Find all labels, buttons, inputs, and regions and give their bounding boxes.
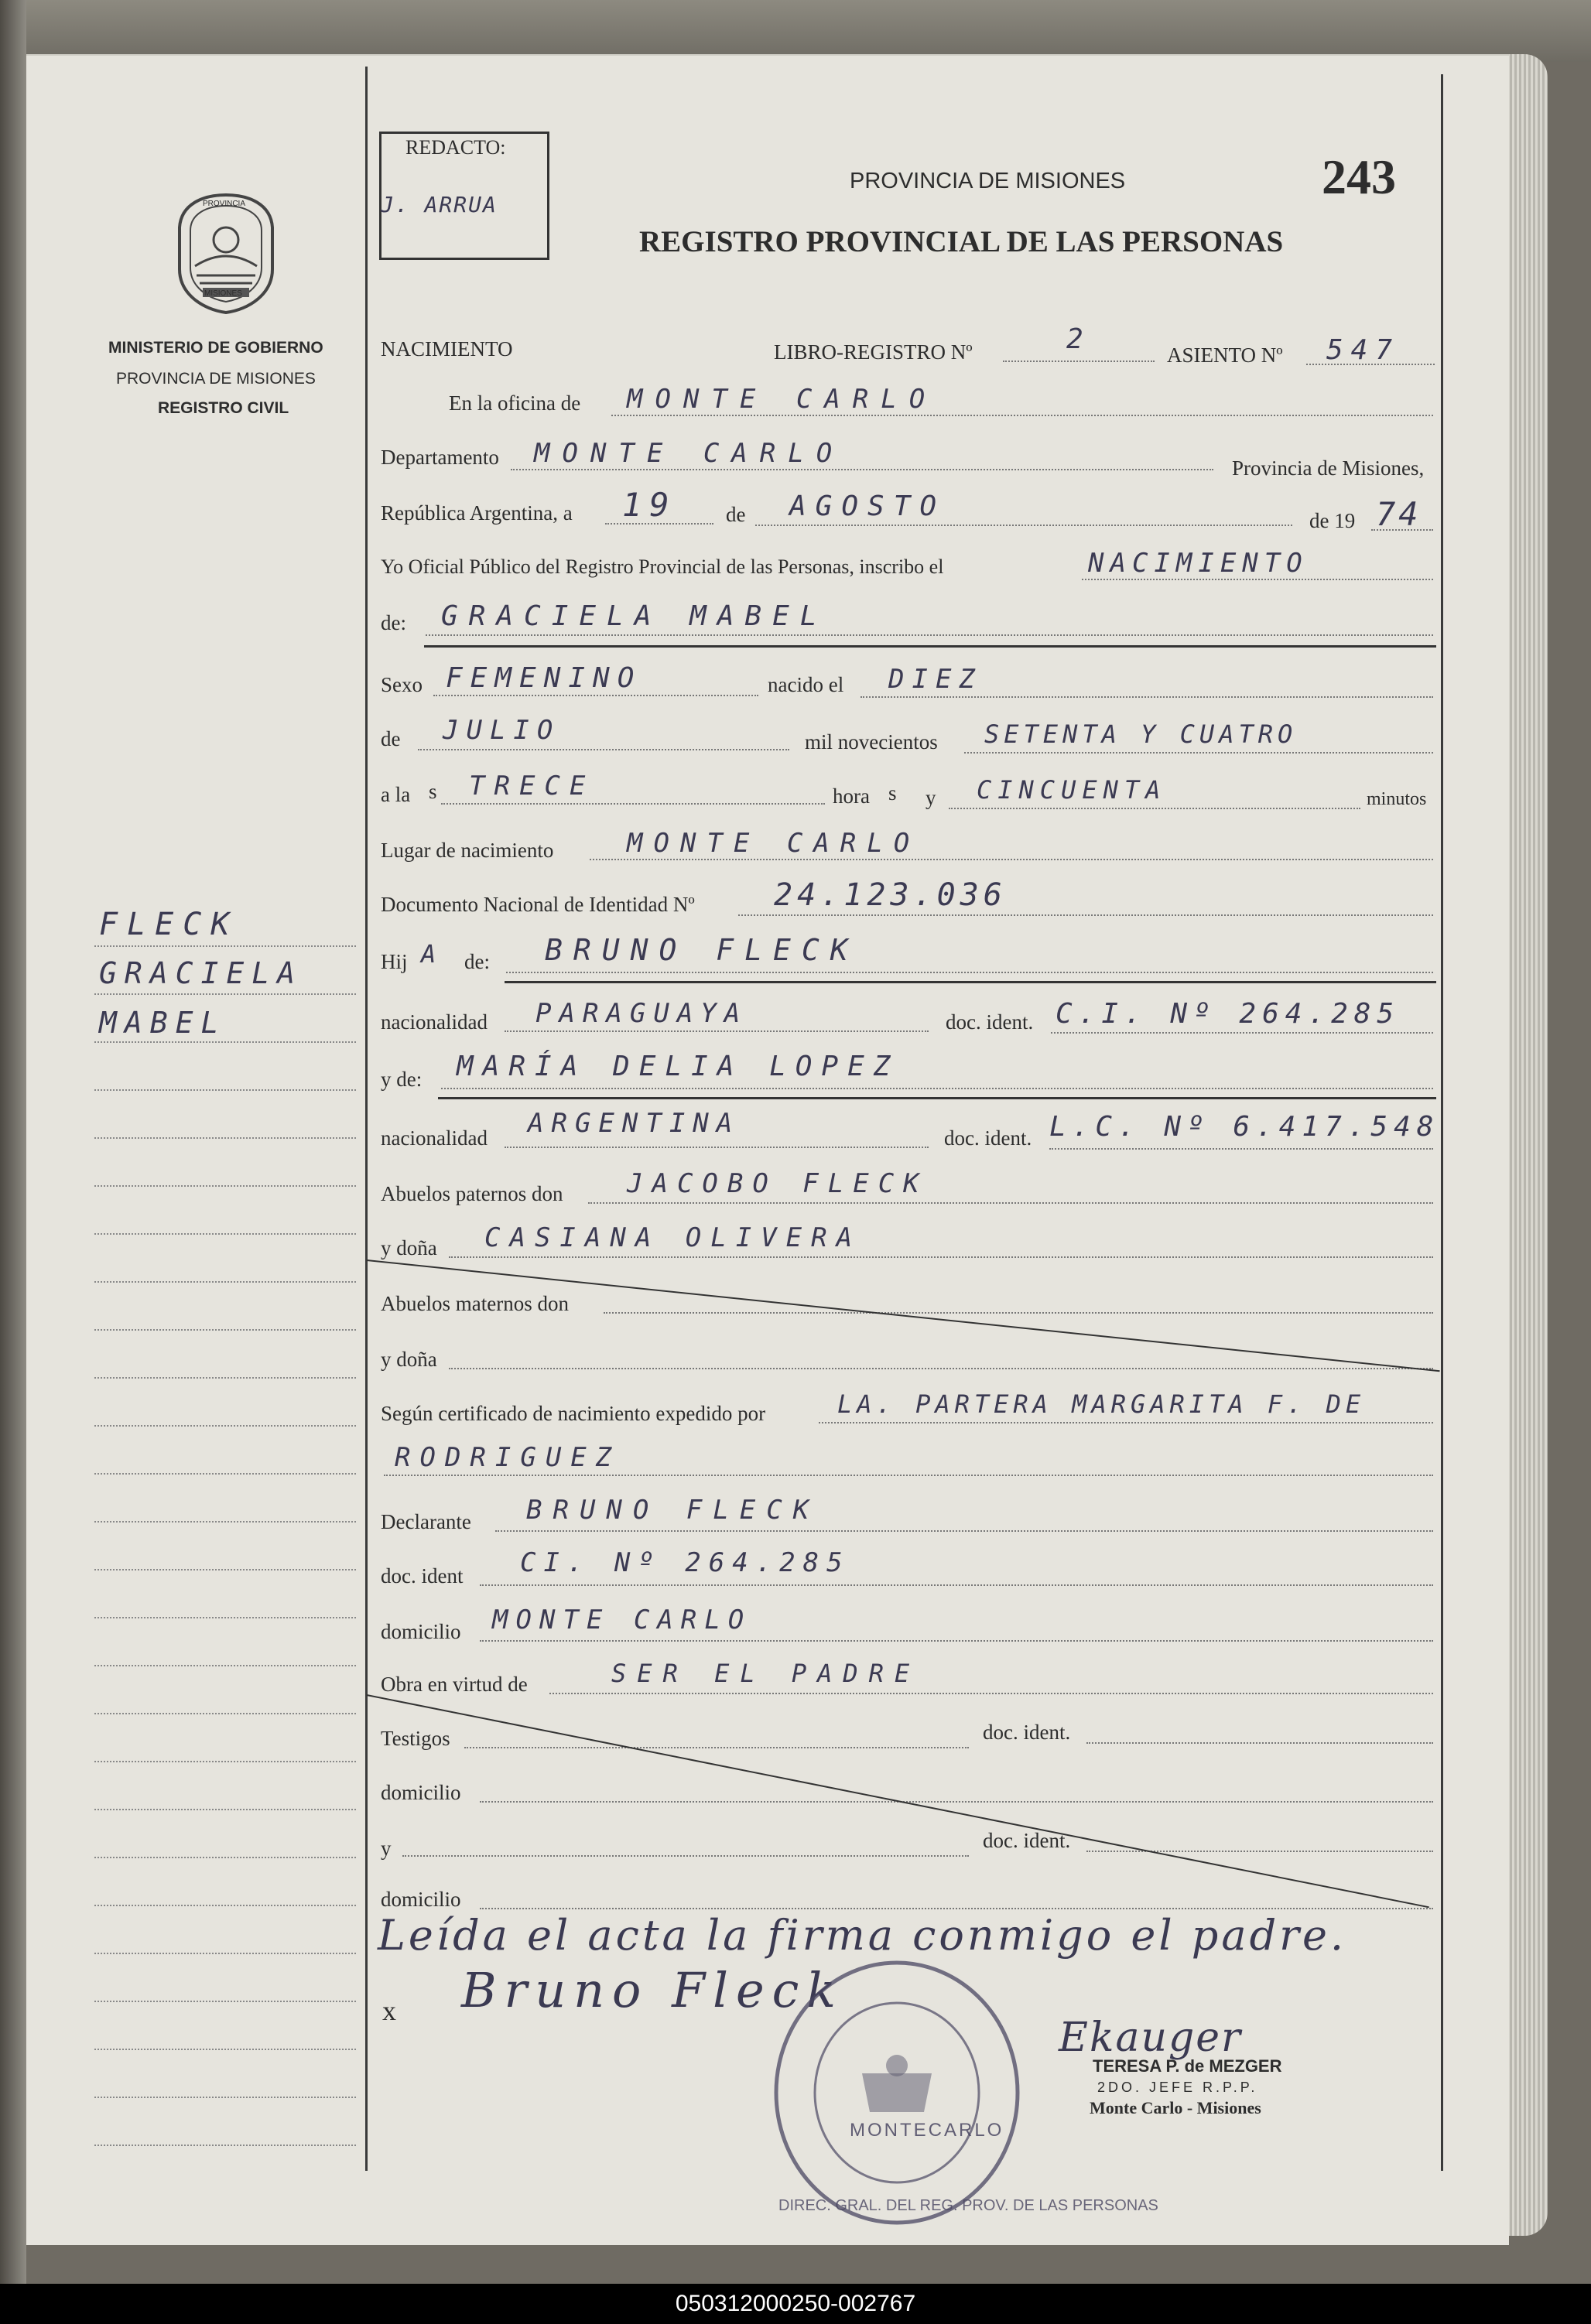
registry-title: REGISTRO PROVINCIAL DE LAS PERSONAS xyxy=(639,225,1284,258)
month2-value: JULIO xyxy=(443,715,561,746)
closing-text: Leída el acta la firma conmigo el padre. xyxy=(378,1911,1347,1960)
year-words: SETENTA Y CUATRO xyxy=(984,719,1298,749)
month-value: AGOSTO xyxy=(789,490,946,522)
margin-ruling-line xyxy=(94,1809,356,1810)
margin-ruling-line xyxy=(94,1521,356,1523)
province-header: PROVINCIA DE MISIONES xyxy=(850,169,1126,193)
official-place: Monte Carlo - Misiones xyxy=(1090,2098,1261,2117)
alas-suffix: s xyxy=(429,780,437,803)
province-line: PROVINCIA DE MISIONES xyxy=(116,370,316,388)
declarante-doc-value: CI. Nº 264.285 xyxy=(520,1547,850,1578)
departamento-label: Departamento xyxy=(381,446,499,469)
dni-label: Documento Nacional de Identidad Nº xyxy=(381,893,695,916)
margin-ruling-line xyxy=(94,1905,356,1906)
departamento-value: MONTE CARLO xyxy=(534,438,845,469)
oficial-text: Yo Oficial Público del Registro Provincial de las Personas, inscribo el xyxy=(381,555,944,578)
certificado-value-1: LA. PARTERA MARGARITA F. DE xyxy=(837,1389,1366,1419)
margin-ruling-line xyxy=(94,1425,356,1427)
margin-ruling-line xyxy=(94,1041,356,1043)
father-value: BRUNO FLECK xyxy=(545,933,859,967)
abuelos-pat-label: Abuelos paternos don xyxy=(381,1182,563,1205)
x-mark: x xyxy=(382,1995,396,2026)
seal-text-top: PROVINCIA xyxy=(203,200,246,208)
sexo-label: Sexo xyxy=(381,673,423,696)
civil-registry-line: REGISTRO CIVIL xyxy=(158,399,289,417)
domicilio-label-witness2: domicilio xyxy=(381,1888,461,1911)
redacto-label: REDACTO: xyxy=(405,136,506,159)
mother-nat-value: ARGENTINA xyxy=(528,1108,741,1139)
abuela-pat-value: CASIANA OLIVERA xyxy=(484,1222,862,1253)
right-border xyxy=(1441,74,1443,2171)
margin-ruling-line xyxy=(94,993,356,995)
asiento-label: ASIENTO Nº xyxy=(1167,343,1283,367)
certificado-label: Según certificado de nacimiento expedido por xyxy=(381,1402,766,1425)
dni-value: 24.123.036 xyxy=(774,877,1007,913)
margin-ruling-line xyxy=(94,1617,356,1618)
archive-code: 050312000250-002767 xyxy=(0,2284,1591,2324)
doc-ident-label-mother: doc. ident. xyxy=(944,1126,1032,1150)
year-label: de 19 xyxy=(1309,509,1356,532)
stamp-text: DIREC. GRAL. DEL REG. PROV. DE LAS PERSONAS xyxy=(778,2197,1158,2214)
redacto-value: J. ARRUA xyxy=(381,192,498,217)
nacimiento-label: NACIMIENTO xyxy=(381,337,513,361)
margin-ruling-line xyxy=(94,2145,356,2146)
margin-ruling-line xyxy=(94,1233,356,1235)
minutes-value: CINCUENTA xyxy=(977,775,1167,805)
ministry-line: MINISTERIO DE GOBIERNO xyxy=(108,339,323,357)
hij-label: Hij xyxy=(381,950,408,973)
declarante-label: Declarante xyxy=(381,1510,471,1533)
nacido-value: DIEZ xyxy=(888,664,983,695)
ydona-label-pat: y doña xyxy=(381,1236,437,1259)
hour-value: TRECE xyxy=(469,771,595,801)
signature-father: Bruno Fleck xyxy=(461,1962,843,2018)
mother-value: MARÍA DELIA LOPEZ xyxy=(457,1051,900,1082)
nacido-label: nacido el xyxy=(768,673,844,696)
doc-ident-label-father: doc. ident. xyxy=(946,1010,1034,1034)
obra-label: Obra en virtud de xyxy=(381,1673,528,1696)
domicilio-label-witness1: domicilio xyxy=(381,1781,461,1804)
margin-ruling-line xyxy=(94,1137,356,1139)
margin-ruling-line xyxy=(94,1665,356,1666)
margin-ruling-line xyxy=(94,945,356,947)
margin-ruling-line xyxy=(94,1857,356,1858)
margin-ruling-line xyxy=(94,2001,356,2002)
column-divider xyxy=(365,67,368,2171)
margin-ruling-line xyxy=(94,1569,356,1570)
y-witness-label: y xyxy=(381,1837,392,1860)
asiento-value: 547 xyxy=(1326,334,1401,366)
obra-value: SER EL PADRE xyxy=(611,1659,921,1688)
minutos-label: minutos xyxy=(1367,789,1427,809)
libro-value: 2 xyxy=(1066,323,1091,355)
milnov-label: mil novecientos xyxy=(805,730,938,754)
day-value: 19 xyxy=(622,486,677,524)
doc-ident2-label: doc. ident xyxy=(381,1564,464,1587)
official-title: 2DO. JEFE R.P.P. xyxy=(1097,2080,1258,2095)
official-name: TERESA P. de MEZGER xyxy=(1093,2056,1282,2076)
seal-text-bottom: MISIONES xyxy=(204,289,242,298)
hora-suffix: s xyxy=(888,781,897,805)
certificado-value-2: RODRIGUEZ xyxy=(395,1442,621,1473)
domicilio-label: domicilio xyxy=(381,1620,461,1643)
declarante-value: BRUNO FLECK xyxy=(526,1495,820,1526)
margin-ruling-line xyxy=(94,1761,356,1762)
alas-label: a la xyxy=(381,783,411,806)
name-value: GRACIELA MABEL xyxy=(441,600,828,632)
lugar-value: MONTE CARLO xyxy=(627,828,921,859)
book-binding xyxy=(0,0,26,2290)
nacionalidad-label-father: nacionalidad xyxy=(381,1010,488,1034)
mother-doc-value: L.C. Nº 6.417.548 xyxy=(1049,1111,1440,1143)
hij-de-label: de: xyxy=(464,950,490,973)
hora-label: hora xyxy=(833,784,870,808)
stamp-center: MONTECARLO xyxy=(850,2120,1004,2141)
yde-label: y de: xyxy=(381,1068,423,1091)
margin-ruling-line xyxy=(94,2049,356,2050)
margin-ruling-line xyxy=(94,1089,356,1091)
lugar-label: Lugar de nacimiento xyxy=(381,839,554,862)
republica-label: República Argentina, a xyxy=(381,501,573,525)
margin-ruling-line xyxy=(94,1329,356,1331)
de-colon: de: xyxy=(381,611,406,634)
abuelo-pat-value: JACOBO FLECK xyxy=(627,1168,929,1199)
signature-official: Ekauger xyxy=(1059,2015,1242,2061)
margin-ruling-line xyxy=(94,1953,356,1954)
oficina-label: En la oficina de xyxy=(449,391,581,415)
domicilio-value: MONTE CARLO xyxy=(492,1605,752,1635)
provincia-suffix: Provincia de Misiones, xyxy=(1232,456,1425,480)
book-cover-edge xyxy=(0,0,1591,62)
de-label: de xyxy=(726,503,746,526)
margin-ruling-line xyxy=(94,1377,356,1379)
doc-ident-label-witness1: doc. ident. xyxy=(983,1721,1071,1744)
inscribo-value: NACIMIENTO xyxy=(1088,548,1309,579)
page-number: 243 xyxy=(1322,149,1396,204)
doc-ident-label-witness2: doc. ident. xyxy=(983,1829,1071,1852)
registry-stamp-icon xyxy=(769,1957,1025,2228)
margin-ruling-line xyxy=(94,1185,356,1187)
margin-ruling-line xyxy=(94,2097,356,2098)
de2-label: de xyxy=(381,727,401,750)
margin-surname: FLECK xyxy=(99,907,239,942)
father-nat-value: PARAGUAYA xyxy=(535,998,748,1029)
testigos-label: Testigos xyxy=(381,1727,450,1750)
father-doc-value: C.I. Nº 264.285 xyxy=(1056,998,1401,1030)
ydona-label-mat: y doña xyxy=(381,1348,437,1371)
hij-suffix: A xyxy=(421,939,436,969)
y-label: y xyxy=(926,786,936,809)
year-value: 74 xyxy=(1376,495,1422,533)
nacionalidad-label-mother: nacionalidad xyxy=(381,1126,488,1150)
libro-label: LIBRO-REGISTRO Nº xyxy=(774,340,973,364)
sexo-value: FEMENINO xyxy=(446,662,642,694)
abuelos-mat-label: Abuelos maternos don xyxy=(381,1292,569,1315)
margin-ruling-line xyxy=(94,1713,356,1714)
margin-ruling-line xyxy=(94,1281,356,1283)
margin-first-name: GRACIELA xyxy=(99,956,303,990)
margin-ruling-line xyxy=(94,1473,356,1475)
oficina-value: MONTE CARLO xyxy=(627,384,938,415)
margin-middle-name: MABEL xyxy=(99,1006,227,1040)
